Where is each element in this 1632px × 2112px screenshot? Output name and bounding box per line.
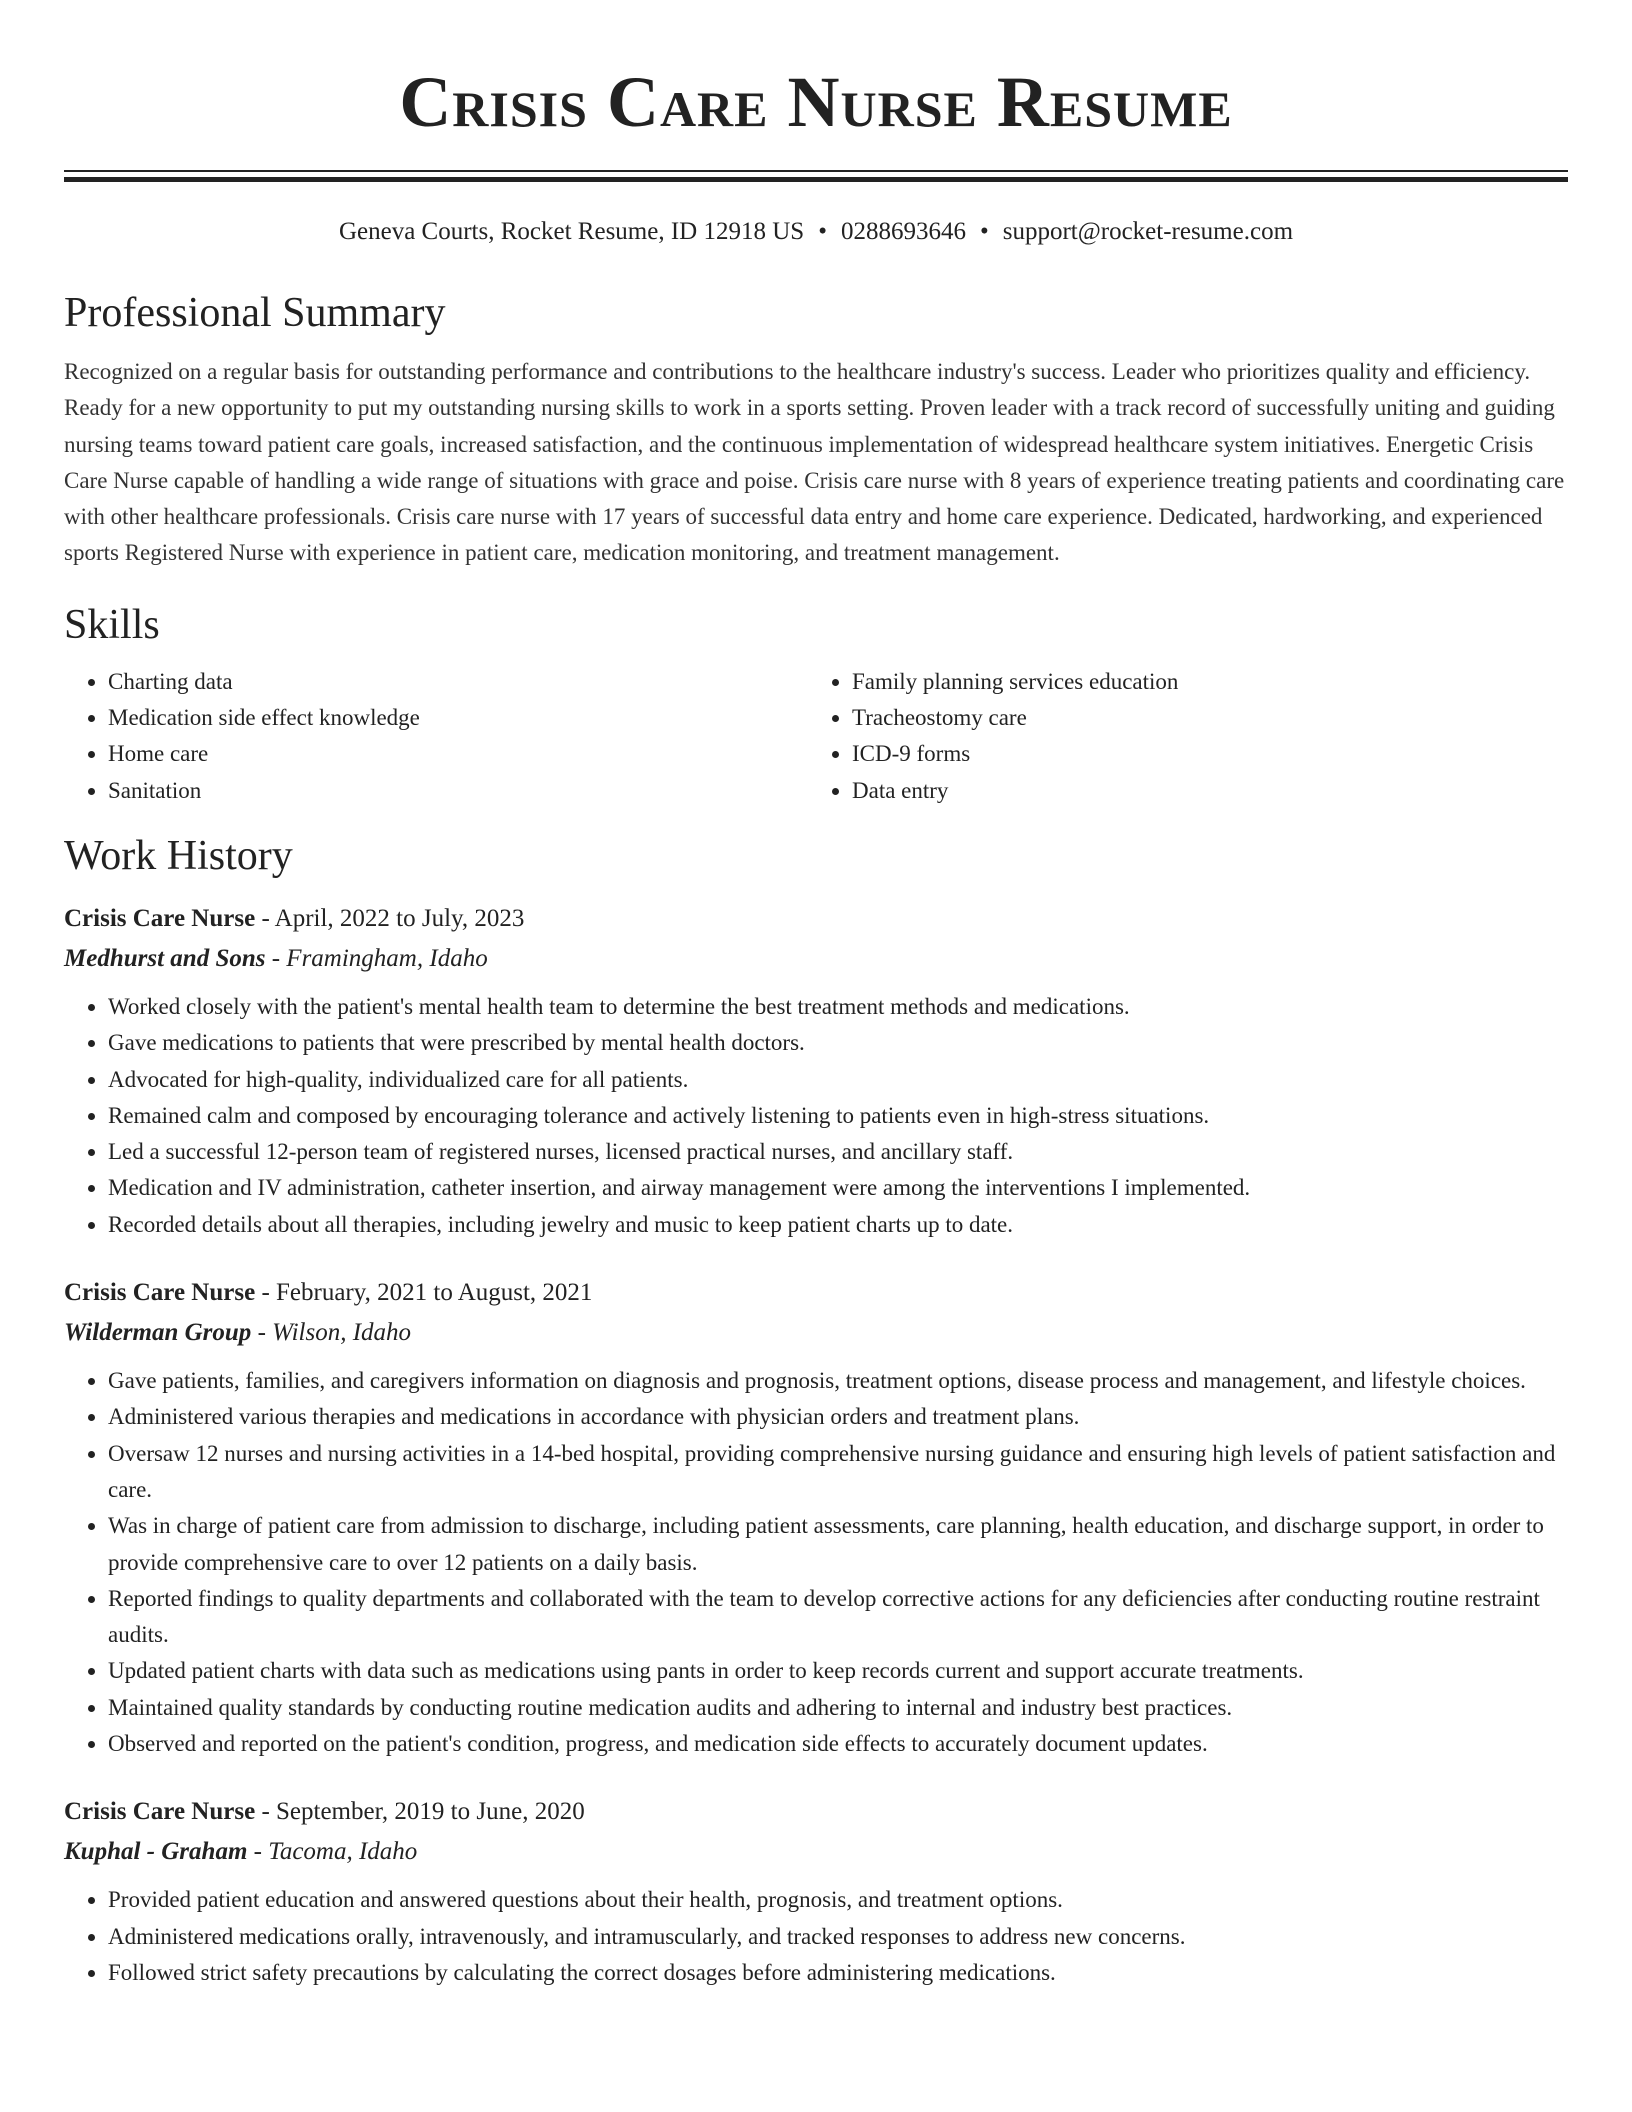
summary-text: Recognized on a regular basis for outstanding performance and contributions to the healthcare industry's success. Leader who prioritizes quality and efficiency. Ready for a new opportunity to put my outstanding nursing skills to work in a sports setting. Proven leader with a track record of successfully uniting and guiding nursing teams toward patient care goals, increased satisfaction, and the continuous implementation of widespread healthcare system initiatives. Energetic Crisis Care Nurse capable of handling a wide range of situations with grace and poise. Crisis care nurse with 8 years of experience treating patients and coordinating care with other healthcare professionals. Crisis care nurse with 17 years of successful data entry and home care experience. Dedicated, hardworking, and experienced sports Registered Nurse with experience in patient care, medication monitoring, and treatment management. — [64, 359, 1565, 566]
job-entry — [64, 1273, 1568, 1762]
duty-item: • Updated patient charts with data such as medications using pants in order to keep records current and support accurate treatments. — [108, 1653, 1568, 1689]
duty-item: • Observed and reported on the patient's condition, progress, and medication side effects to accurately document updates. — [108, 1726, 1568, 1762]
job-company-line — [64, 1313, 1568, 1353]
skills-column-left — [64, 664, 808, 809]
skill-item: • ICD-9 forms — [852, 736, 1552, 772]
job-title-line — [64, 1273, 1568, 1313]
page-title: Crisis Care Nurse Resume — [399, 62, 1233, 142]
job-duties — [64, 1363, 1568, 1762]
duty-item: • Recorded details about all therapies, including jewelry and music to keep patient charts up to date. — [108, 1207, 1568, 1243]
duty-item: • Led a successful 12-person team of registered nurses, licensed practical nurses, and ancillary staff. — [108, 1134, 1568, 1170]
job-entry — [64, 1792, 1568, 1991]
duty-item: • Advocated for high-quality, individualized care for all patients. — [108, 1062, 1568, 1098]
summary-heading: Professional Summary — [64, 290, 446, 336]
job-dates: - September, 2019 to June, 2020 — [255, 1798, 585, 1826]
duty-item: • Administered medications orally, intravenously, and intramuscularly, and tracked responses to address new concerns. — [108, 1919, 1568, 1955]
skill-item: • Data entry — [852, 773, 1552, 809]
job-company: Kuphal - Graham — [64, 1838, 248, 1866]
job-duties — [64, 989, 1568, 1243]
job-location: - Tacoma, Idaho — [247, 1838, 418, 1866]
bullet-separator: • — [818, 218, 827, 245]
skill-item: • Family planning services education — [852, 664, 1552, 700]
job-title-line — [64, 899, 1568, 939]
contact-address: Geneva Courts, Rocket Resume, ID 12918 US — [338, 218, 805, 245]
duty-item: • Maintained quality standards by conducting routine medication audits and adhering to internal and industry best practices. — [108, 1690, 1568, 1726]
job-location: - Wilson, Idaho — [251, 1319, 412, 1347]
contact-phone: 0288693646 — [840, 218, 966, 245]
contact-email: support@rocket-resume.com — [1002, 218, 1294, 245]
skill-item: • Tracheostomy care — [852, 700, 1552, 736]
work-history-heading: Work History — [64, 832, 293, 879]
job-title: Crisis Care Nurse — [64, 904, 256, 932]
skill-item: • Medication side effect knowledge — [108, 700, 808, 736]
duty-item: • Reported findings to quality departments and collaborated with the team to develop corrective actions for any deficiencies after conducting routine restraint audits. — [108, 1581, 1568, 1654]
job-title-line — [64, 1792, 1568, 1832]
duty-item: • Worked closely with the patient's mental health team to determine the best treatment methods and medications. — [108, 989, 1568, 1025]
job-company-line — [64, 939, 1568, 979]
duty-item: • Provided patient education and answered questions about their health, prognosis, and treatment options. — [108, 1882, 1568, 1918]
job-company: Wilderman Group — [64, 1319, 252, 1347]
duty-item: • Administered various therapies and medications in accordance with physician orders and treatment plans. — [108, 1399, 1568, 1435]
duty-item: • Oversaw 12 nurses and nursing activities in a 14-bed hospital, providing comprehensive nursing guidance and ensuring high levels of patient satisfaction and care. — [108, 1436, 1568, 1509]
duty-item: • Medication and IV administration, catheter insertion, and airway management were among the interventions I implemented. — [108, 1170, 1568, 1206]
skills-list — [64, 664, 1568, 809]
skill-item: • Sanitation — [108, 773, 808, 809]
job-title: Crisis Care Nurse — [64, 1798, 256, 1826]
skill-item: • Charting data — [108, 664, 808, 700]
title-divider — [64, 170, 1568, 182]
job-company: Medhurst and Sons — [64, 944, 266, 972]
duty-item: • Gave patients, families, and caregivers information on diagnosis and prognosis, treatment options, disease process and management, and lifestyle choices. — [108, 1363, 1568, 1399]
job-title: Crisis Care Nurse — [64, 1279, 256, 1307]
duty-item: • Was in charge of patient care from admission to discharge, including patient assessments, care planning, health education, and discharge support, in order to provide comprehensive care to over 12 patients on a daily basis. — [108, 1508, 1568, 1581]
bullet-separator: • — [979, 218, 989, 245]
resume-page — [64, 0, 1568, 1991]
contact-line — [64, 216, 1568, 248]
skills-heading: Skills — [64, 601, 160, 648]
skill-item: • Home care — [108, 736, 808, 772]
skills-column-right — [808, 664, 1552, 809]
job-company-line — [64, 1832, 1568, 1872]
duty-item: • Followed strict safety precautions by calculating the correct dosages before administering medications. — [108, 1955, 1568, 1991]
job-duties — [64, 1882, 1568, 1991]
job-dates: - April, 2022 to July, 2023 — [255, 904, 525, 932]
duty-item: • Gave medications to patients that were prescribed by mental health doctors. — [108, 1025, 1568, 1061]
job-entry — [64, 899, 1568, 1243]
duty-item: • Remained calm and composed by encouraging tolerance and actively listening to patients even in high-stress situations. — [108, 1098, 1568, 1134]
job-dates: - February, 2021 to August, 2021 — [255, 1279, 593, 1307]
job-location: - Framingham, Idaho — [265, 944, 488, 972]
